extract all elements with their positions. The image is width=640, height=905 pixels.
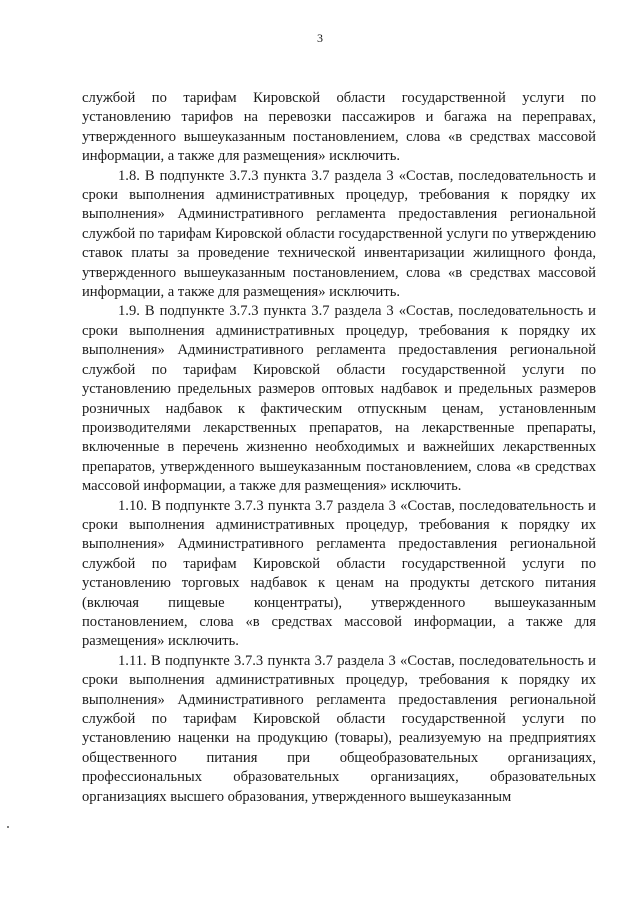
- paragraph-1-10: 1.10. В подпункте 3.7.3 пункта 3.7 раздела 3 «Состав, последовательность и сроки выполнения административных процедур, требования к порядку их выполнения» Административного регламента предоставления региональной службой по тарифам Кировской области государственной услуги по установлению торговых надбавок к ценам на продукты детского питания (включая пищевые концентраты), утвержденного вышеуказанным постановлением, слова «в средствах массовой информации, а также для размещения» исключить.: [82, 497, 596, 650]
- paragraph-1-8: 1.8. В подпункте 3.7.3 пункта 3.7 раздела 3 «Состав, последовательность и сроки выполнения административных процедур, требования к порядку их выполнения» Административного регламента предоставления региональной службой по тарифам Кировской области государственной услуги по утверждению ставок платы за проведение технической инвентаризации жилищного фонда, утвержденного вышеуказанным постановлением, слова «в средствах массовой информации, а также для размещения» исключить.: [82, 167, 596, 301]
- paragraph-1-9: 1.9. В подпункте 3.7.3 пункта 3.7 раздела 3 «Состав, последовательность и сроки выполнения административных процедур, требования к порядку их выполнения» Административного регламента предоставления региональной службой по тарифам Кировской области государственной услуги по установлению предельных размеров оптовых надбавок и предельных размеров розничных надбавок к фактическим отпускным ценам, установленным производителями лекарственных препаратов, на лекарственные препараты, включенные в перечень жизненно необходимых и важнейших лекарственных препаратов, утвержденного вышеуказанным постановлением, слова «в средствах массовой информации, а также для размещения» исключить.: [82, 303, 596, 495]
- paragraph-1-11: 1.11. В подпункте 3.7.3 пункта 3.7 раздела 3 «Состав, последовательность и сроки выполнения административных процедур, требования к порядку их выполнения» Административного регламента предоставления региональной службой по тарифам Кировской области государственной услуги по установлению наценки на продукцию (товары), реализуемую на предприятиях общественного питания при общеобразовательных организациях, профессиональных образовательных организациях, образовательных организациях высшего образования, утвержденного вышеуказанным: [82, 652, 596, 805]
- document-body: [82, 89, 596, 807]
- scan-speck: [7, 826, 9, 828]
- page-number: 3: [317, 31, 323, 45]
- paragraph-continuation: службой по тарифам Кировской области государственной услуги по установлению тарифов на перевозки пассажиров и багажа на переправах, утвержденного вышеуказанным постановлением, слова «в средствах массовой информации, а также для размещения» исключить.: [82, 90, 596, 165]
